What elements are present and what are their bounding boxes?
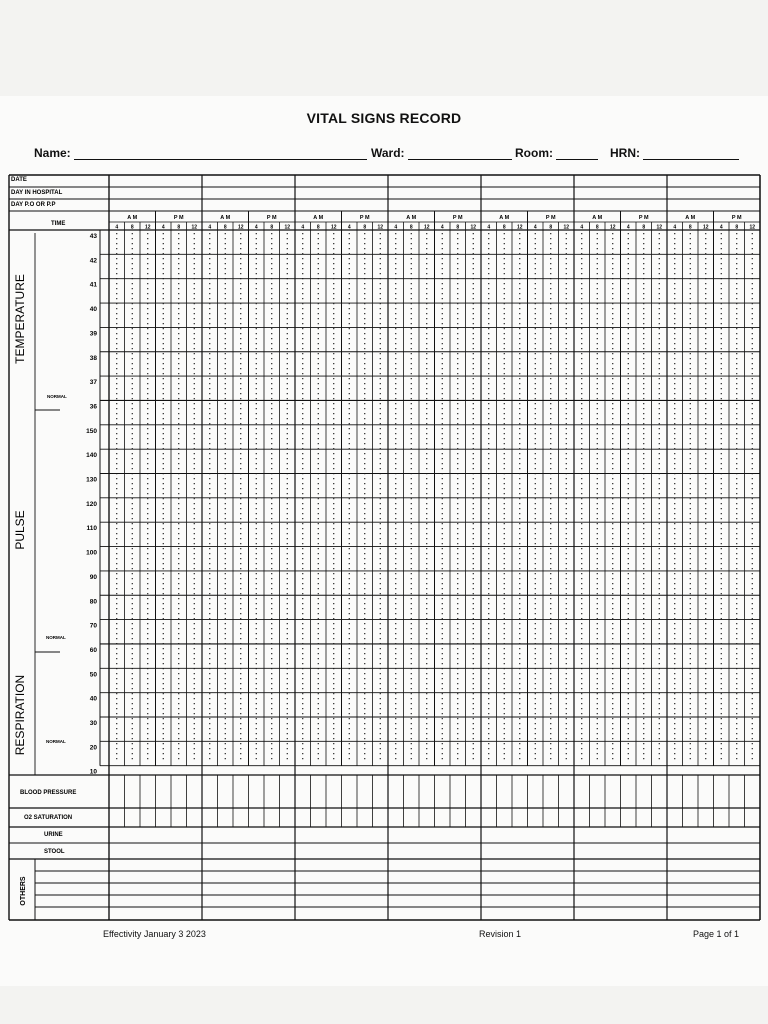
pm-label: P M: [173, 215, 184, 221]
time-header: [115, 215, 755, 231]
scale-value: 130: [86, 476, 97, 484]
pulse-section-label: PULSE: [13, 510, 27, 550]
hour-label: 12: [749, 224, 756, 231]
hour-label: 8: [316, 224, 320, 231]
scale-value: 40: [89, 306, 97, 314]
scale-value: 39: [89, 330, 97, 338]
pm-label: P M: [359, 215, 370, 221]
pm-label: P M: [731, 215, 742, 221]
hour-label: 12: [563, 224, 570, 231]
scale-value: 43: [89, 233, 97, 240]
hour-label: 12: [377, 224, 384, 231]
hour-label: 8: [735, 224, 739, 231]
am-label: A M: [592, 215, 603, 221]
hour-label: 12: [470, 224, 477, 231]
hour-label: 12: [423, 224, 430, 231]
am-label: A M: [499, 215, 510, 221]
pm-label: P M: [638, 215, 649, 221]
scale-value: 90: [89, 573, 97, 581]
hour-label: 8: [688, 224, 692, 231]
urine-label: URINE: [44, 832, 63, 838]
hour-label: 4: [394, 224, 398, 231]
scale-value: 10: [89, 768, 97, 776]
form-title: VITAL SIGNS RECORD: [306, 110, 462, 126]
scale-value: 110: [86, 525, 97, 533]
hour-label: 12: [330, 224, 337, 231]
hour-label: 4: [254, 224, 258, 231]
hour-label: 8: [363, 224, 367, 231]
hour-label: 4: [673, 224, 677, 231]
hour-label: 8: [270, 224, 274, 231]
am-label: A M: [685, 215, 696, 221]
scale-value: 40: [89, 695, 97, 703]
hour-label: 12: [284, 224, 291, 231]
hour-label: 12: [516, 224, 523, 231]
hour-label: 4: [440, 224, 444, 231]
hour-label: 4: [580, 224, 584, 231]
pm-label: P M: [545, 215, 556, 221]
scale-value: 41: [89, 281, 97, 289]
scale-value: 42: [89, 257, 97, 265]
scale-value: 140: [86, 452, 97, 460]
scale-value: 30: [89, 720, 97, 727]
pm-label: P M: [452, 215, 463, 221]
pulse-normal-label: NORMAL: [46, 635, 66, 640]
scale-value: 120: [86, 500, 97, 508]
date-label: DATE: [11, 177, 27, 183]
revision-text: Revision 1: [479, 929, 522, 939]
am-label: A M: [406, 215, 417, 221]
temperature-normal-label: NORMAL: [47, 394, 67, 399]
day-in-hospital-label: DAY IN HOSPITAL: [11, 190, 63, 196]
room-label: Room:: [515, 146, 553, 160]
hour-label: 4: [719, 224, 723, 231]
name-label: Name:: [34, 146, 71, 160]
others-section-label: OTHERS: [20, 876, 27, 906]
hour-label: 12: [656, 224, 663, 231]
hour-label: 4: [208, 224, 212, 231]
scale-value: 150: [86, 427, 97, 435]
scale-value: 70: [89, 622, 97, 630]
respiration-section-label: RESPIRATION: [13, 674, 27, 756]
page-number-text: Page 1 of 1: [693, 929, 740, 939]
grid-lines: [9, 175, 760, 920]
hour-label: 8: [595, 224, 599, 231]
scale-value: 60: [89, 646, 97, 654]
ward-label: Ward:: [371, 146, 405, 160]
o2-saturation-label: O2 SATURATION: [24, 815, 73, 821]
scale-value: 50: [89, 671, 97, 679]
hour-label: 8: [409, 224, 413, 231]
scale-value: 80: [89, 598, 97, 606]
hour-label: 4: [115, 224, 119, 231]
hour-label: 8: [130, 224, 134, 231]
hour-label: 12: [609, 224, 616, 231]
am-label: A M: [127, 215, 138, 221]
hour-label: 12: [237, 224, 244, 231]
scale-value: 36: [89, 403, 97, 411]
pm-label: P M: [266, 215, 277, 221]
hour-label: 4: [347, 224, 351, 231]
scale-values: [86, 233, 97, 776]
hour-label: 12: [144, 224, 151, 231]
hour-label: 4: [161, 224, 165, 231]
hour-label: 8: [177, 224, 181, 231]
hour-label: 12: [191, 224, 198, 231]
scale-value: 100: [86, 549, 97, 557]
respiration-normal-label: NORMAL: [46, 739, 66, 744]
hour-label: 8: [549, 224, 553, 231]
hour-label: 8: [223, 224, 227, 231]
scale-value: 38: [89, 354, 97, 362]
scale-value: 37: [89, 379, 97, 387]
hour-label: 8: [642, 224, 646, 231]
am-label: A M: [220, 215, 231, 221]
time-label: TIME: [51, 221, 66, 227]
hour-label: 4: [301, 224, 305, 231]
hour-label: 8: [456, 224, 460, 231]
blood-pressure-label: BLOOD PRESSURE: [20, 790, 77, 796]
am-label: A M: [313, 215, 324, 221]
hrn-label: HRN:: [610, 146, 640, 160]
hour-label: 8: [502, 224, 506, 231]
effectivity-text: Effectivity January 3 2023: [103, 929, 206, 939]
temperature-section-label: TEMPERATURE: [13, 274, 27, 364]
day-po-label: DAY P.O OR P.P: [11, 202, 56, 208]
stool-label: STOOL: [44, 849, 65, 855]
hour-label: 4: [487, 224, 491, 231]
hour-label: 4: [533, 224, 537, 231]
scale-value: 20: [89, 744, 97, 752]
hour-label: 12: [702, 224, 709, 231]
hour-label: 4: [626, 224, 630, 231]
